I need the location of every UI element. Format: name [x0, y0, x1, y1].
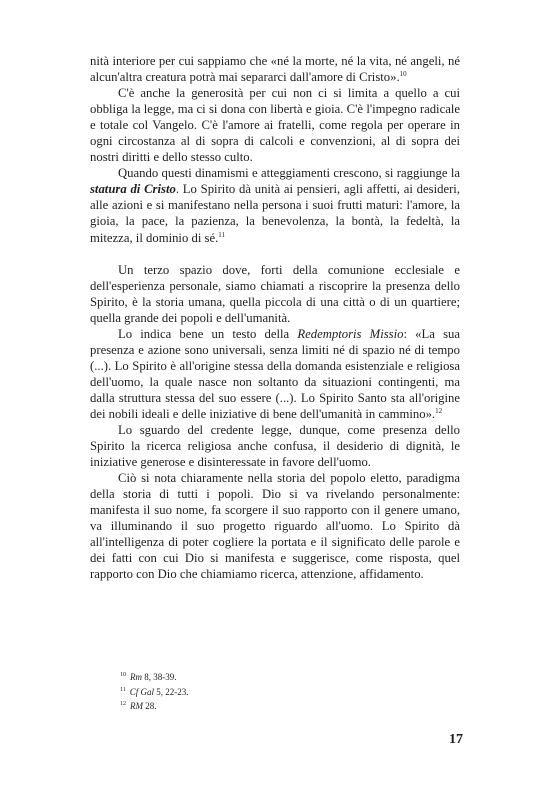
- footnotes: [120, 670, 420, 714]
- section-gap: [90, 246, 460, 262]
- footnote-12: $^{12}$ RM 28.: [120, 701, 157, 711]
- paragraph-4: Un terzo spazio dove, forti della comunione ecclesiale e dell'esperienza personale, siamo chiamati a riscoprire la presenza dello Spirito, è la storia umana, quella piccola di una città o di un quartiere; quella grande dei popoli e dell'umanità.: [90, 262, 460, 325]
- footnote-ref-11: 11: [218, 230, 226, 239]
- paragraph-2: C'è anche la generosità per cui non ci si limita a quello a cui obbliga la legge, ma ci si dona con libertà e gioia. C'è l'impegno radicale e totale col Vangelo. C'è l'amore ai fratelli, come regola per operare in ogni circostanza al di sopra di calcoli e convenzioni, al di sopra dei nostri diritti e dello stesso culto.: [90, 86, 460, 165]
- emphasis-statura-di-cristo: statura di Cristo: [90, 182, 176, 197]
- paragraph-7: Ciò si nota chiaramente nella storia del popolo eletto, paradigma della storia di tutti i popoli. Dio si va rivelando personalmente: manifesta il suo nome, fa scorgere il suo rapporto con il genere umano, va illuminando il suo progetto riguardo all'uomo. Lo Spirito dà all'intelligenza di poter cogliere la portata e il significato delle parole e dei fatti con cui Dio si manifesta e suggerisce, come risposta, quel rapporto con Dio che chiamiamo ricerca, attenzione, affidamento.: [90, 471, 460, 582]
- paragraph-3: Quando questi dinamismi e atteggiamenti crescono, si raggiunge la statura di Cristo. Lo Spirito dà unità ai pensieri, agli affetti, ai desideri, alle azioni e si manifestano nella persona i suoi frutti maturi: l'amore, la gioia, la pace, la pazienza, la benevolenza, la bontà, la fedeltà, la mitezza, il dominio di sé.$^{11}$: [90, 166, 460, 245]
- footnote-ref-10: 10: [399, 69, 407, 78]
- title-redemptoris-missio: Redemptoris Missio: [297, 326, 404, 341]
- footnote-11: $^{11}$ Cf Gal 5, 22-23.: [120, 686, 189, 697]
- paragraph-5: Lo indica bene un testo della Redemptoris Missio: «La sua presenza e azione sono universali, senza limiti né di spazio né di tempo (...). Lo Spirito è all'origine stessa della domanda esistenziale e religiosa dell'uomo, la quale nasce non soltanto da situazioni contingenti, ma dalla struttura stessa del suo essere (...). Lo Spirito Santo sta all'origine dei nobili ideali e delle iniziative di bene dell'umanità in cammino».$^{12}$: [90, 326, 460, 421]
- page-number: 17: [449, 732, 463, 747]
- footnote-ref-12: 12: [435, 406, 443, 415]
- body-text: [90, 53, 460, 583]
- paragraph-6: Lo sguardo del credente legge, dunque, come presenza dello Spirito la ricerca religiosa anche confusa, il desiderio di dignità, le iniziative generose e disinteressate in favore dell'uomo.: [90, 423, 460, 470]
- paragraph-1: nità interiore per cui sappiamo che «né la morte, né la vita, né angeli, né alcun'altra creatura potrà mai separarci dall'amore di Cristo».$^{10}$: [90, 54, 460, 85]
- footnote-10: $^{10}$ Rm 8, 38-39.: [120, 672, 177, 682]
